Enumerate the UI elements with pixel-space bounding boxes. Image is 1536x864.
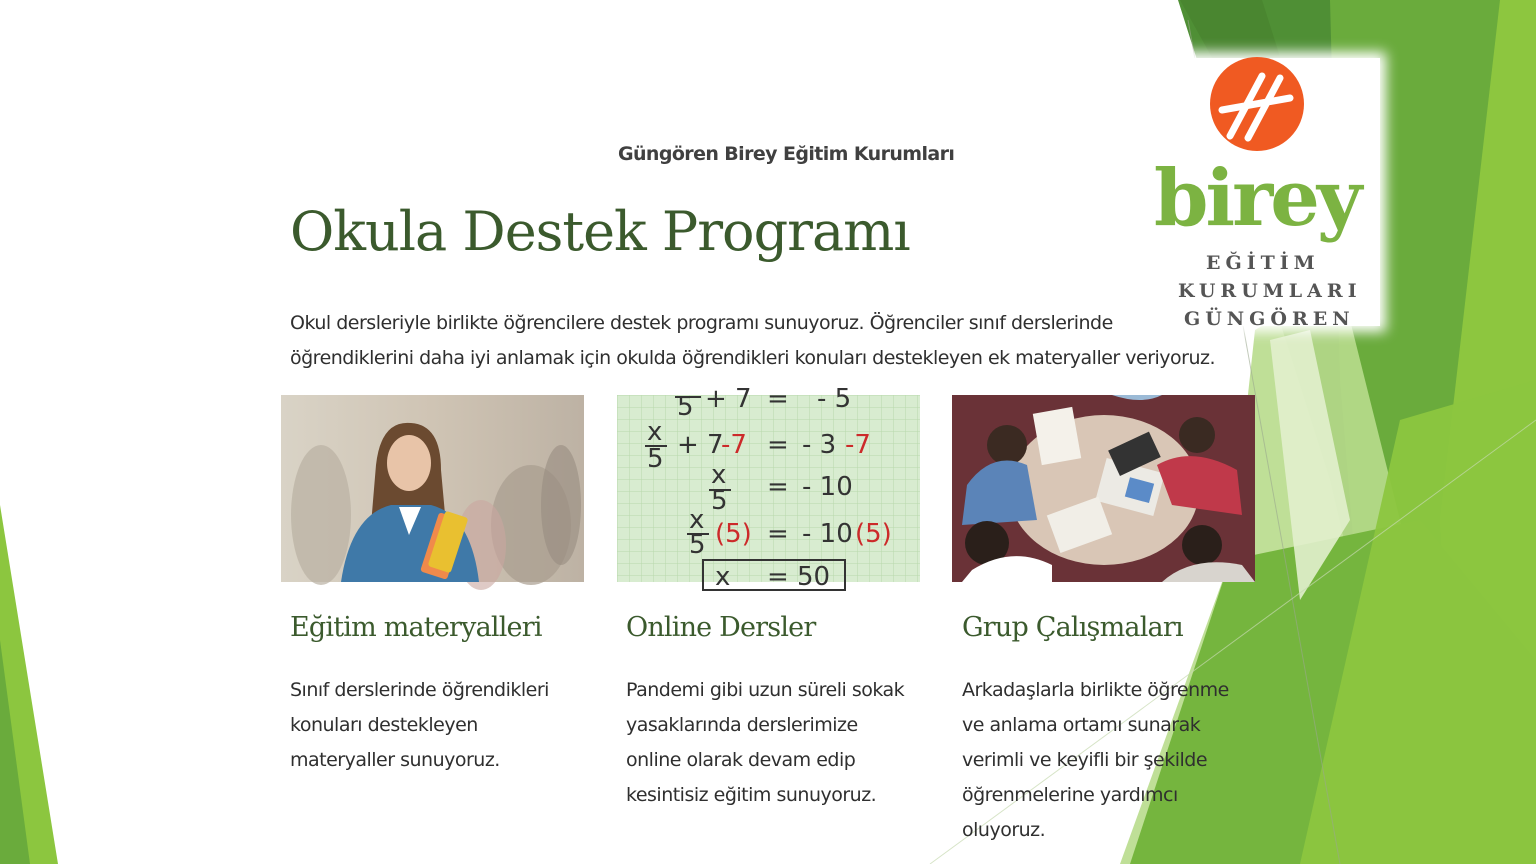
math-text: (5) — [715, 519, 752, 549]
math-text: - 10 — [802, 472, 853, 502]
organization-name: Güngören Birey Eğitim Kurumları — [618, 143, 955, 165]
birey-logo — [1154, 58, 1380, 330]
math-equation-photo — [617, 384, 920, 592]
card-text-line: Arkadaşlarla birlikte öğrenme — [962, 679, 1229, 701]
math-text: 5 — [677, 392, 694, 422]
math-text: -7 — [845, 430, 871, 460]
math-text: 5 — [711, 486, 728, 516]
math-text: 5 — [689, 530, 706, 560]
card-text-online — [626, 673, 926, 813]
card-text-materials — [290, 673, 590, 778]
math-text: = — [767, 472, 789, 502]
math-text: - 10 — [802, 519, 853, 549]
card-text-line: ve anlama ortamı sunarak — [962, 714, 1201, 736]
math-text: - 3 — [802, 430, 837, 460]
student-with-folders-photo — [281, 395, 584, 582]
card-text-line: materyaller sunuyoruz. — [290, 749, 500, 771]
math-text: 5 — [647, 444, 664, 474]
card-text-line: yasaklarında derslerimize — [626, 714, 858, 736]
card-title-group: Grup Çalışmaları — [962, 612, 1183, 643]
card-text-line: Pandemi gibi uzun süreli sokak — [626, 679, 905, 701]
math-text: x — [689, 505, 705, 535]
card-text-line: oluyoruz. — [962, 819, 1046, 841]
math-text: = — [767, 430, 789, 460]
card-text-line: öğrenmelerine yardımcı — [962, 784, 1178, 806]
intro-line: öğrendiklerini daha iyi anlamak için okulda öğrendikleri konuları destekleyen ek materyaller veriyoruz. — [290, 347, 1216, 369]
group-study-photo — [952, 395, 1255, 582]
math-text: = — [767, 562, 789, 592]
card-text-line: online olarak devam edip — [626, 749, 856, 771]
logo-line: GÜNGÖREN — [1184, 308, 1355, 330]
logo-line: KURUMLARI — [1178, 280, 1362, 302]
math-text: + 7 — [677, 430, 724, 460]
math-text: = — [767, 519, 789, 549]
logo-line: EĞİTİM — [1206, 252, 1320, 274]
card-text-line: kesintisiz eğitim sunuyoruz. — [626, 784, 877, 806]
math-text: + 7 — [705, 384, 752, 414]
card-title-materials: Eğitim materyalleri — [290, 612, 542, 643]
card-text-line: Sınıf derslerinde öğrendikleri — [290, 679, 549, 701]
math-text: 50 — [797, 562, 831, 592]
math-text: - 5 — [817, 384, 852, 414]
math-text: -7 — [721, 430, 747, 460]
intro-paragraph — [290, 306, 1250, 376]
card-text-line: konuları destekleyen — [290, 714, 478, 736]
math-text: = — [767, 384, 789, 414]
math-text: x — [715, 562, 731, 592]
math-text: x — [647, 417, 663, 447]
card-text-line: verimli ve keyifli bir şekilde — [962, 749, 1208, 771]
logo-brand-text: birey — [1154, 153, 1360, 244]
card-title-online: Online Dersler — [626, 612, 816, 643]
card-text-group — [962, 673, 1262, 848]
slide-title: Okula Destek Programı — [290, 200, 910, 263]
math-text: (5) — [855, 519, 892, 549]
math-text: x — [711, 460, 727, 490]
intro-line: Okul dersleriyle birlikte öğrencilere destek programı sunuyoruz. Öğrenciler sınıf derslerinde — [290, 312, 1113, 334]
